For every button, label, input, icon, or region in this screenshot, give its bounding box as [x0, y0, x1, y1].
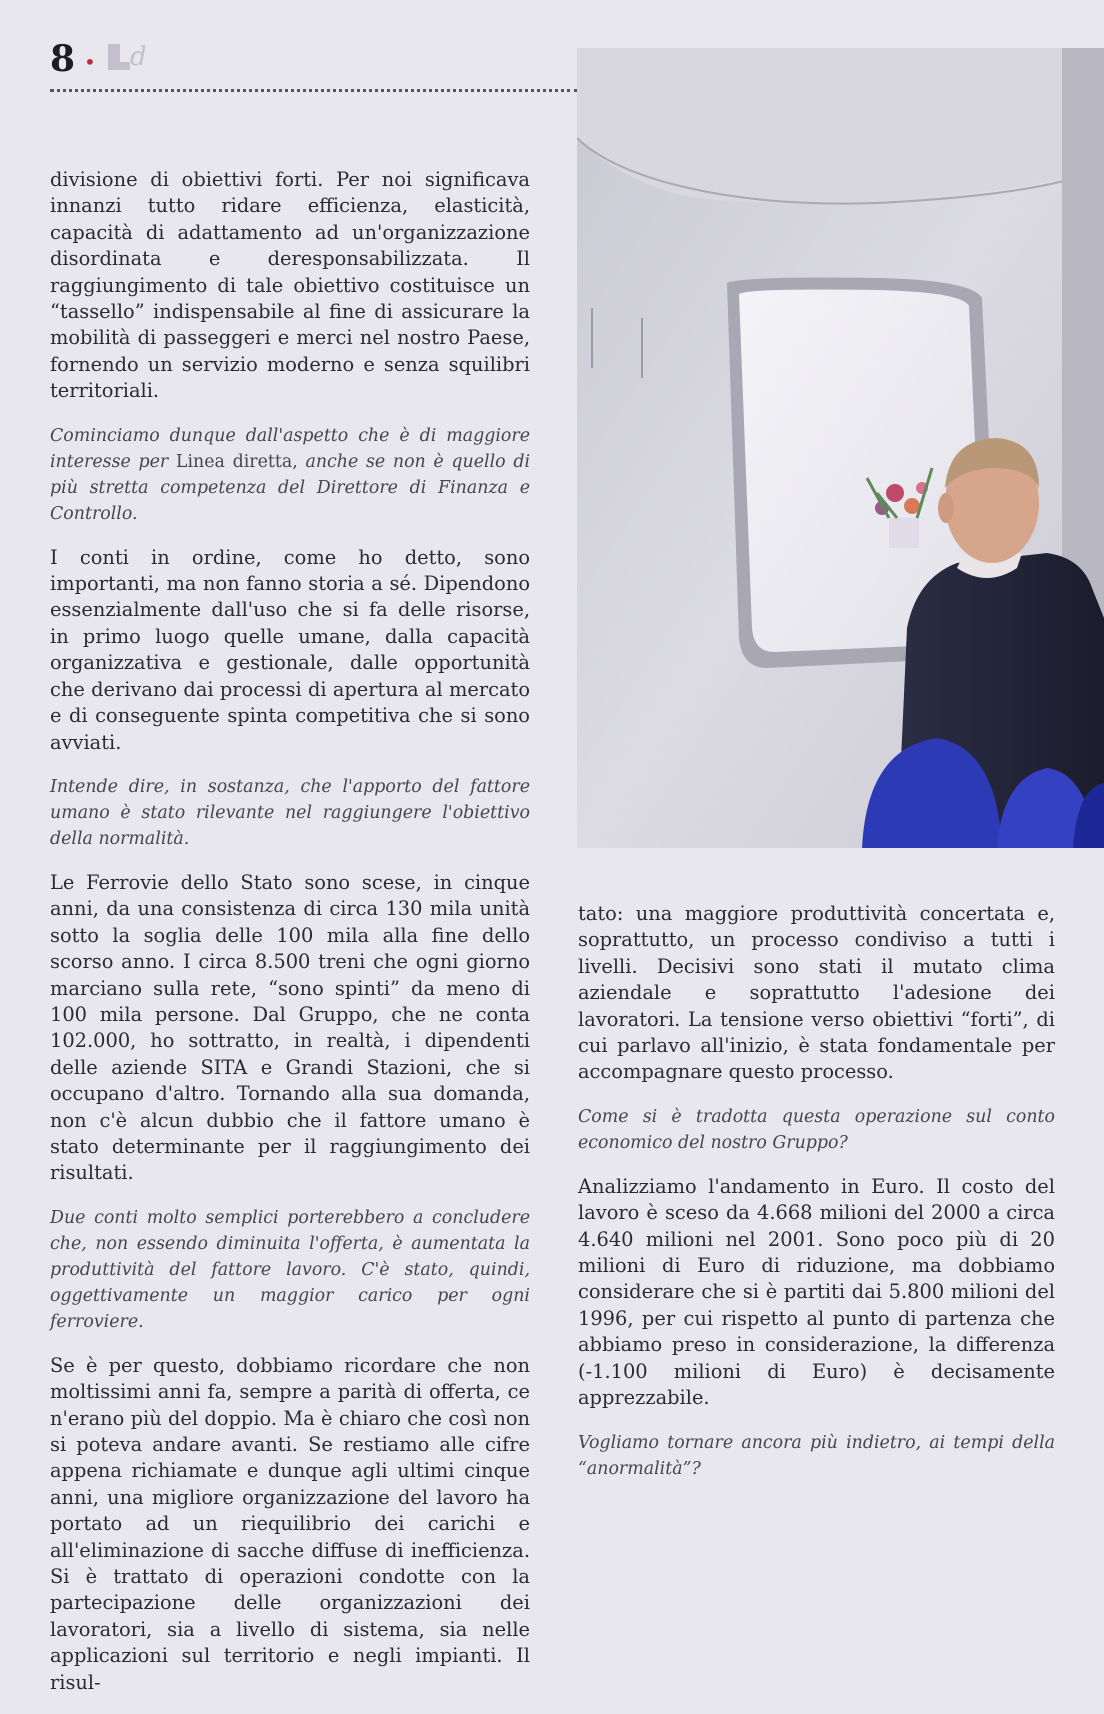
- paragraph: Le Ferrovie dello Stato sono scese, in cinque anni, da una consistenza di circa 130 mila unità sotto la soglia delle 100 mila alla fine dello scorso anno. I circa 8.500 treni che ogni giorno marciano sulla rete, “sono spinti” da meno di 100 mila persone. Dal Gruppo, che ne conta 102.000, ho sottratto, in realtà, i dipendenti delle aziende SITA e Grandi Stazioni, che si occupano d'altro. Tornando alla sua domanda, non c'è alcun dubbio che il fattore umano è stato determinante per il raggiungimento dei risultati.: [50, 870, 530, 1185]
- left-text-column: [50, 167, 530, 1714]
- dotted-rule: [50, 89, 578, 92]
- paragraph: I conti in ordine, come ho detto, sono importanti, ma non fanno storia a sé. Dipendono essenzialmente dall'uso che si fa delle risorse, in primo luogo quelle umane, dalla capacità organizzativa e gestionale, dalle opportunità che derivano dai processi di apertura al mercato e di conseguente spinta competitiva che si sono avviati.: [50, 545, 530, 754]
- interview-question: Vogliamo tornare ancora più indietro, ai tempi della “anormalità”?: [578, 1432, 1055, 1479]
- page-header: [50, 38, 580, 94]
- logo-l-foot: [108, 62, 130, 70]
- interview-question: [50, 423, 530, 527]
- interview-question: Due conti molto semplici porterebbero a concludere che, non essendo diminuita l'offerta, è aumentata la produttività del fattore lavoro. C'è stato, quindi, oggettivamente un maggior carico per ogni ferroviere.: [50, 1207, 530, 1332]
- paragraph: tato: una maggiore produttività concertata e, soprattutto, un processo condiviso a tutti i livelli. Decisivi sono stati il mutato clima aziendale e soprattutto l'adesione dei lavoratori. La tensione verso obiettivi “forti”, di cui parlavo all'inizio, è stata fondamentale per accompagnare questo processo.: [578, 902, 1055, 1084]
- question-part: Cominciamo dunque dall'aspetto che è di maggiore interesse per: [50, 425, 530, 472]
- question-part: anche se non è quello di più stretta competenza del Direttore di Finanza e Controllo.: [50, 451, 531, 524]
- paragraph: Analizziamo l'andamento in Euro. Il costo del lavoro è sceso da 4.668 milioni del 2000 a circa 4.640 milioni nel 2001. Sono poco più di 20 milioni di Euro di riduzione, ma dobbiamo considerare che si è partiti dai 5.800 milioni del 1996, per cui rispetto al punto di partenza che abbiamo preso in considerazione, la differenza (-1.100 milioni di Euro) è decisamente apprezzabile.: [578, 1174, 1055, 1410]
- ld-logo: [108, 40, 148, 70]
- right-text-column: [578, 901, 1055, 1500]
- page-number: 8: [50, 38, 76, 80]
- interview-question: Intende dire, in sostanza, che l'apporto del fattore umano è stato rilevante nel raggiungere l'obiettivo della normalità.: [50, 776, 530, 849]
- paragraph: Se è per questo, dobbiamo ricordare che non moltissimi anni fa, sempre a parità di offerta, ce n'erano più del doppio. Ma è chiaro che così non si poteva andare avanti. Se restiamo alle cifre appena richiamate e dunque agli ultimi cinque anni, una migliore organizzazione del lavoro ha portato ad un riequilibrio dei carichi e all'eliminazione di sacche diffuse di inefficienza. Si è trattato di operazioni condotte con la partecipazione delle organizzazioni dei lavoratori, sia a livello di sistema, sia nelle applicazioni sul territorio e negli impianti. Il risul-: [50, 1353, 530, 1694]
- magazine-title: Linea diretta,: [175, 451, 298, 472]
- logo-d-letter: d: [130, 42, 147, 72]
- paragraph: divisione di obiettivi forti. Per noi significava innanzi tutto ridare efficienza, elasticità, capacità di adattamento ad un'organizzazione disordinata e deresponsabilizzata. Il raggiungimento di tale obiettivo costituisce un “tassello” indispensabile al fine di assicurare la mobilità di passeggeri e merci nel nostro Paese, fornendo un servizio moderno e senza squilibri territoriali.: [50, 168, 530, 403]
- photo-illustration: [577, 48, 1104, 848]
- separator-dot: •: [84, 50, 96, 74]
- train-passenger-photo: [577, 48, 1104, 848]
- interview-question: Come si è tradotta questa operazione sul conto economico del nostro Gruppo?: [578, 1106, 1055, 1153]
